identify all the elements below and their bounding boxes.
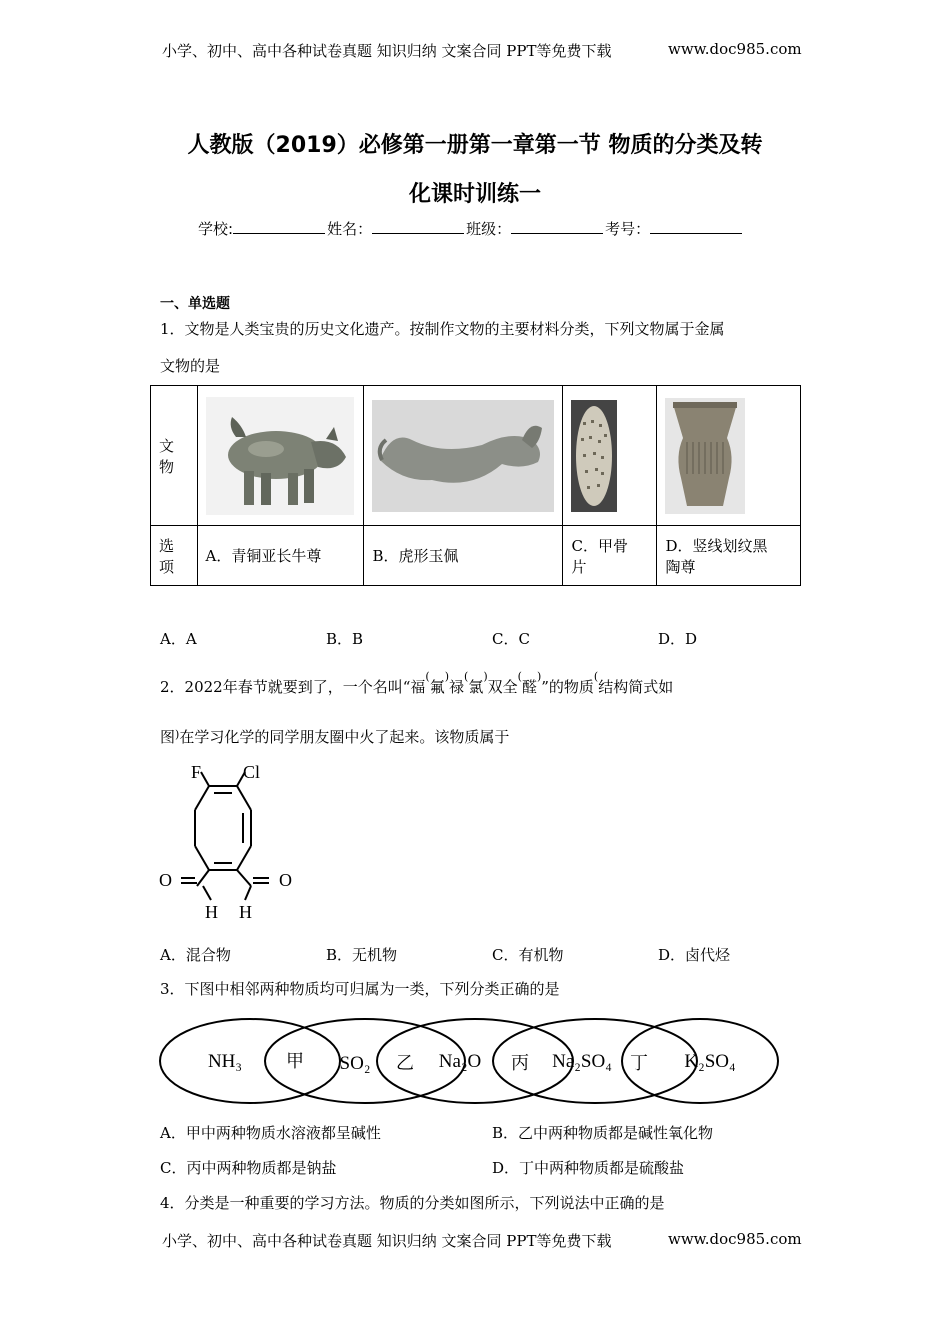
doc-title-line1: 人教版（2019）必修第一册第一章第一节 物质的分类及转: [187, 133, 763, 158]
q2-stem-line1: 2．2022年春节就要到了，一个名叫“福(氟)禄(氯)双全(醛)”的物质(结构简式如: [160, 670, 674, 696]
relic-image-oracle-bone: [563, 386, 657, 526]
oracle-bone-image: [571, 400, 617, 512]
group-jia: 甲: [286, 1051, 304, 1072]
relic-image-tiger: [364, 386, 563, 526]
doc-title-line2: 化课时训练一: [408, 182, 541, 207]
atom-o-left: O: [159, 870, 172, 890]
class-blank[interactable]: [511, 219, 603, 234]
q2-option-b[interactable]: B．无机物: [326, 946, 398, 964]
class-label: 班级：: [466, 220, 512, 238]
q3-option-c[interactable]: C．丙中两种物质都是钠盐: [160, 1159, 337, 1177]
q3-stem: 3．下图中相邻两种物质均可归属为一类，下列分类正确的是: [160, 980, 560, 998]
relic-image-pottery: [657, 386, 801, 526]
option-label-c: C．甲骨 片: [563, 526, 657, 586]
q2-option-d[interactable]: D．卤代烃: [658, 946, 731, 964]
q4-stem: 4．分类是一种重要的学习方法。物质的分类如图所示，下列说法中正确的是: [160, 1194, 665, 1212]
footer-ad-text: 小学、初中、高中各种试卷真题 知识归纳 文案合同 PPT等免费下载: [162, 1232, 612, 1250]
substance-nh3: NH₃: [207, 1051, 243, 1072]
atom-h-right: H: [239, 902, 252, 922]
student-info-line: [198, 218, 744, 239]
q1-option-b[interactable]: B．B: [326, 630, 364, 648]
q1-stem-line1: 1．文物是人类宝贵的历史文化遗产。按制作文物的主要材料分类，下列文物属于金属: [160, 320, 725, 338]
q3-option-d[interactable]: D．丁中两种物质都是硫酸盐: [492, 1159, 685, 1177]
q2-structure-formula: [155, 758, 305, 926]
tiger-jade-image: [372, 400, 554, 512]
group-bing: 丙: [511, 1053, 529, 1074]
group-yi: 乙: [396, 1053, 414, 1074]
atom-cl: Cl: [243, 762, 261, 782]
school-blank[interactable]: [233, 219, 325, 234]
q3-option-a[interactable]: A．甲中两种物质水溶液都呈碱性: [160, 1124, 381, 1142]
group-ding: 丁: [630, 1053, 648, 1074]
row-label-relic: 文 物: [151, 386, 198, 526]
ellipse-nh3: [160, 1019, 340, 1103]
q2-option-c[interactable]: C．有机物: [492, 946, 564, 964]
q1-stem-line2: 文物的是: [160, 357, 221, 375]
q2-option-a[interactable]: A．混合物: [160, 946, 231, 964]
atom-f: F: [191, 762, 202, 782]
header-url[interactable]: www.doc985.com: [668, 40, 802, 58]
q2-stem-line2: 图)在学习化学的同学朋友圈中火了起来。该物质属于: [160, 728, 510, 746]
substance-so2: SO₂: [339, 1053, 371, 1074]
bronze-ox-image: [206, 397, 354, 515]
q1-relic-table: [150, 385, 801, 586]
black-pottery-image: [665, 398, 745, 514]
substance-k2so4: K₂SO₄: [684, 1051, 736, 1072]
atom-h-left: H: [205, 902, 218, 922]
row-label-option: 选 项: [151, 526, 198, 586]
relic-image-ox: [197, 386, 364, 526]
name-label: 姓名：: [327, 220, 373, 238]
q3-option-b[interactable]: B．乙中两种物质都是碱性氧化物: [492, 1124, 714, 1142]
q1-option-c[interactable]: C．C: [492, 630, 530, 648]
section-title: 一、单选题: [160, 296, 230, 312]
number-blank[interactable]: [650, 219, 742, 234]
footer-url[interactable]: www.doc985.com: [668, 1230, 802, 1248]
q1-option-a[interactable]: A．A: [160, 630, 197, 648]
option-label-a: A．青铜亚长牛尊: [197, 526, 364, 586]
number-label: 考号：: [605, 220, 651, 238]
option-label-b: B．虎形玉佩: [364, 526, 563, 586]
substance-na2so4: Na₂SO₄: [552, 1051, 612, 1072]
substance-na2o: Na₂O: [438, 1051, 482, 1072]
header-ad-text: 小学、初中、高中各种试卷真题 知识归纳 文案合同 PPT等免费下载: [162, 42, 612, 60]
option-label-d: D．竖线划纹黑 陶尊: [657, 526, 801, 586]
q3-venn-diagram: [155, 1014, 785, 1108]
q1-option-d[interactable]: D．D: [658, 630, 698, 648]
atom-o-right: O: [279, 870, 292, 890]
name-blank[interactable]: [372, 219, 464, 234]
school-label: 学校:: [198, 220, 234, 238]
